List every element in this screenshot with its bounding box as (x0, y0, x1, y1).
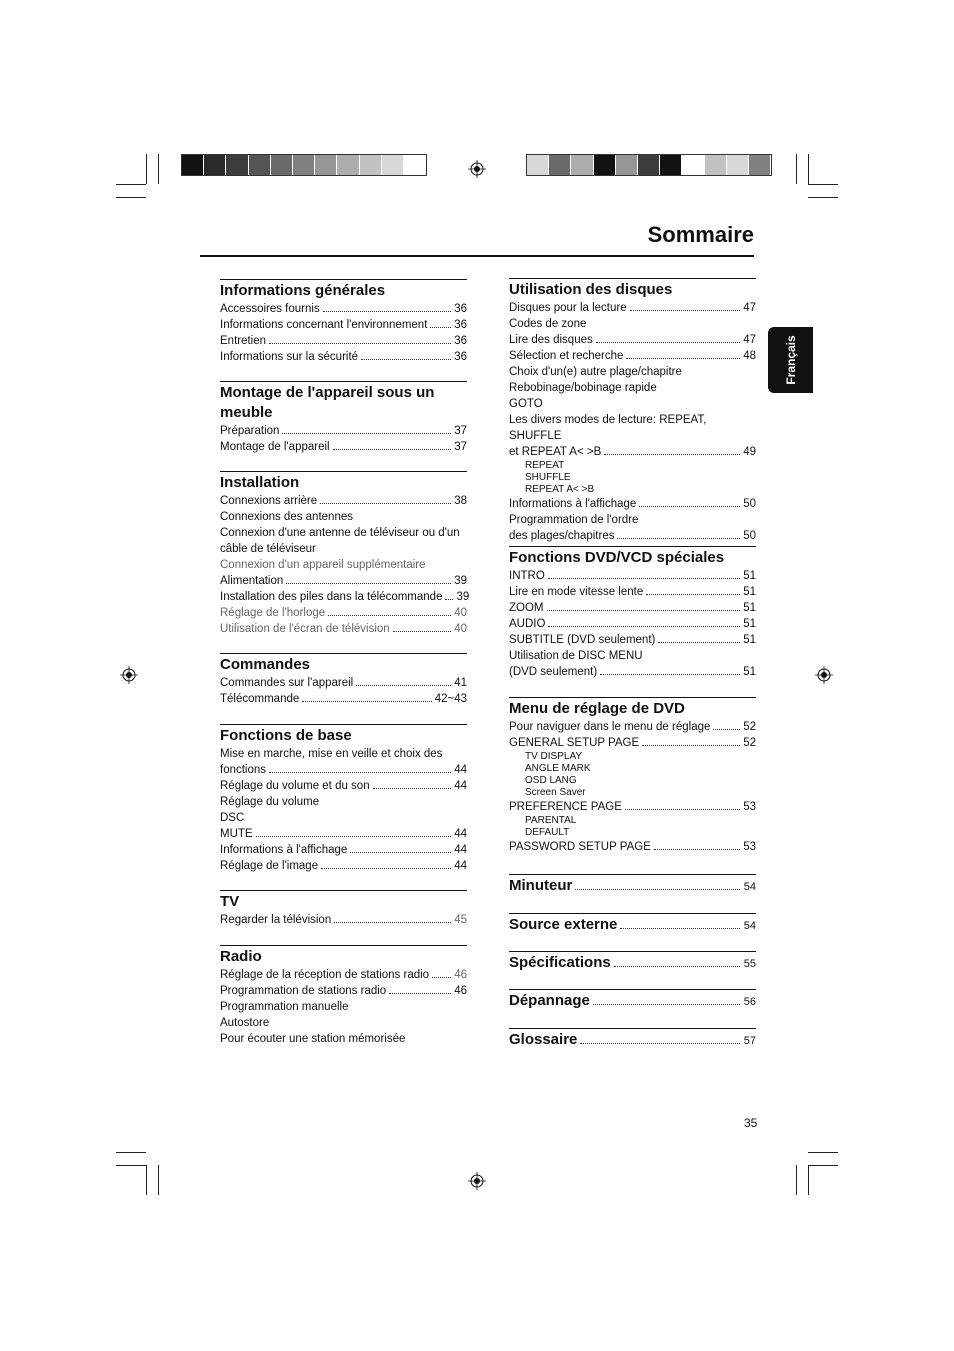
toc-entry (509, 332, 756, 348)
page-ref: 50 (743, 498, 756, 510)
page-ref: 36 (454, 335, 467, 347)
entry-text: Informations à l'affichage (509, 498, 637, 510)
toc-entry (220, 842, 467, 858)
color-swatch (360, 155, 382, 175)
entry-text: SHUFFLE (525, 472, 571, 483)
entry-text: INTRO (509, 570, 545, 582)
color-swatch (682, 155, 704, 175)
color-swatch (660, 155, 682, 175)
entry-text: Mise en marche, mise en veille et choix des (220, 748, 443, 760)
leader-dots (617, 538, 740, 539)
page-ref: 44 (454, 764, 467, 776)
page-ref: 53 (743, 841, 756, 853)
toc-entry (220, 691, 467, 707)
entry-text: Installation des piles dans la télécommande (220, 591, 443, 603)
page-ref: 42~43 (434, 693, 467, 705)
page-ref: 36 (454, 319, 467, 331)
entry-text: PASSWORD SETUP PAGE (509, 841, 651, 853)
entry-text: OSD LANG (525, 775, 577, 786)
leader-dots (282, 433, 451, 434)
page-title: Sommaire (647, 222, 754, 247)
color-swatch (638, 155, 660, 175)
leader-dots (389, 993, 451, 994)
toc-entry (220, 557, 467, 573)
toc-entry (220, 746, 467, 762)
entry-text: Télécommande (220, 693, 300, 705)
entry-text: (DVD seulement) (509, 666, 598, 678)
toc-entry (220, 810, 467, 826)
section-informations-generales (220, 279, 467, 365)
page-ref: 37 (454, 441, 467, 453)
toc-entry (509, 584, 756, 600)
leader-dots (626, 358, 740, 359)
leader-dots (373, 788, 452, 789)
toc-entry (509, 568, 756, 584)
entry-text: PARENTAL (525, 815, 577, 826)
color-swatch (594, 155, 616, 175)
entry-text: Screen Saver (525, 787, 586, 798)
toc-entry (509, 444, 756, 460)
entry-text: GENERAL SETUP PAGE (509, 737, 640, 749)
toc-subentry (509, 763, 756, 775)
page-ref: 38 (454, 495, 467, 507)
toc-entry (509, 632, 756, 648)
entry-text: Connexions des antennes (220, 511, 353, 523)
toc-entry (509, 348, 756, 364)
leader-dots (323, 311, 451, 312)
page-ref: 44 (454, 828, 467, 840)
page-ref: 41 (454, 677, 467, 689)
toc-entry (509, 528, 756, 544)
toc-subentry (509, 484, 756, 496)
color-swatch (249, 155, 271, 175)
color-bar-right (526, 154, 772, 176)
registration-mark-icon (815, 666, 833, 684)
color-swatch (271, 155, 293, 175)
section-utilisation-des-disques (509, 278, 756, 544)
leader-dots (356, 685, 451, 686)
toc-entry (220, 317, 467, 333)
toc-entry (509, 616, 756, 632)
toc-entry (220, 826, 467, 842)
entry-text: TV DISPLAY (525, 751, 583, 762)
toc-entry (220, 509, 467, 525)
color-swatch (527, 155, 549, 175)
entry-text: REPEAT (525, 460, 565, 471)
leader-dots (269, 343, 451, 344)
entry-text: Réglage du volume et du son (220, 780, 370, 792)
section-commandes (220, 653, 467, 707)
entry-text: des plages/chapitres (509, 530, 615, 542)
color-swatch (293, 155, 315, 175)
entry-text: DEFAULT (525, 827, 570, 838)
toc-entry (509, 735, 756, 751)
entry-text: Pour naviguer dans le menu de réglage (509, 721, 711, 733)
toc-entry (220, 762, 467, 778)
page-ref: 40 (454, 623, 467, 635)
toc-entry (220, 525, 467, 557)
entry-text: Pour écouter une station mémorisée (220, 1033, 406, 1045)
section-specifications (509, 951, 756, 974)
entry-text: PREFERENCE PAGE (509, 801, 622, 813)
page-ref: 50 (743, 530, 756, 542)
leader-dots (646, 594, 740, 595)
section-heading: Installation (220, 474, 300, 491)
page-ref: 51 (743, 586, 756, 598)
leader-dots (302, 701, 431, 702)
entry-text: Programmation de stations radio (220, 985, 387, 997)
entry-text: GOTO (509, 398, 543, 410)
leader-dots (642, 745, 740, 746)
section-heading: Dépannage (509, 992, 590, 1009)
toc-subentry (509, 787, 756, 799)
page-ref: 56 (743, 996, 756, 1008)
page-ref: 44 (454, 844, 467, 856)
section-heading: Spécifications (509, 954, 611, 971)
toc-entry (220, 967, 467, 983)
leader-dots (320, 503, 451, 504)
section-heading: Fonctions DVD/VCD spéciales (509, 549, 725, 566)
toc-subentry (509, 775, 756, 787)
leader-dots (334, 922, 451, 923)
toc-entry (220, 333, 467, 349)
section-montage (220, 381, 467, 455)
leader-dots (547, 610, 741, 611)
entry-text: Programmation de l'ordre (509, 514, 639, 526)
toc-entry (220, 621, 467, 637)
leader-dots (658, 642, 740, 643)
section-tv (220, 890, 467, 928)
page-ref: 51 (743, 602, 756, 614)
entry-text: Réglage de l'image (220, 860, 319, 872)
leader-dots (548, 578, 740, 579)
page-number: 35 (744, 1116, 758, 1130)
leader-dots (604, 454, 740, 455)
color-swatch (616, 155, 638, 175)
entry-text: Lire en mode vitesse lente (509, 586, 644, 598)
toc-subentry (509, 472, 756, 484)
toc-entry (509, 719, 756, 735)
section-depannage (509, 989, 756, 1012)
page-ref: 36 (454, 351, 467, 363)
toc-entry (509, 648, 756, 664)
entry-text: fonctions (220, 764, 267, 776)
color-swatch (204, 155, 226, 175)
leader-dots (350, 852, 451, 853)
page-ref: 40 (454, 607, 467, 619)
page-ref: 52 (743, 721, 756, 733)
language-tab-label: Français (783, 335, 798, 385)
color-swatch (727, 155, 749, 175)
toc-entry (509, 799, 756, 815)
color-swatch (571, 155, 593, 175)
entry-text: Lire des disques (509, 334, 593, 346)
language-tab (768, 327, 813, 393)
entry-text: et REPEAT A< >B (509, 446, 602, 458)
toc-entry (220, 301, 467, 317)
entry-text: Informations concernant l'environnement (220, 319, 428, 331)
leader-dots (328, 615, 451, 616)
toc-subentry (509, 827, 756, 839)
entry-text: Regarder la télévision (220, 914, 332, 926)
title-rule (200, 255, 754, 257)
entry-text: Réglage de la réception de stations radio (220, 969, 430, 981)
section-heading: Glossaire (509, 1031, 578, 1048)
entry-text: Choix d'un(e) autre plage/chapitre (509, 366, 682, 378)
entry-text: Codes de zone (509, 318, 587, 330)
page-ref: 51 (743, 618, 756, 630)
entry-text: Sélection et recherche (509, 350, 624, 362)
toc-entry (220, 999, 467, 1015)
page-ref: 51 (743, 666, 756, 678)
toc-entry (509, 839, 756, 855)
leader-dots (361, 359, 451, 360)
section-glossaire (509, 1028, 756, 1051)
leader-dots (256, 836, 452, 837)
section-heading: Fonctions de base (220, 727, 352, 744)
entry-text: Commandes sur l'appareil (220, 677, 354, 689)
toc-entry (509, 412, 756, 444)
color-bar-left (181, 154, 427, 176)
leader-dots (445, 599, 453, 600)
section-heading: Commandes (220, 656, 311, 673)
entry-text: Montage de l'appareil (220, 441, 330, 453)
leader-dots (630, 310, 741, 311)
toc-entry (220, 493, 467, 509)
toc-entry (509, 316, 756, 332)
entry-text: ANGLE MARK (525, 763, 591, 774)
page-ref: 49 (743, 446, 756, 458)
toc-entry (509, 300, 756, 316)
toc-entry (509, 496, 756, 512)
page-ref: 45 (454, 914, 467, 926)
entry-text: Utilisation de DISC MENU (509, 650, 643, 662)
page-ref: 48 (743, 350, 756, 362)
page-ref: 52 (743, 737, 756, 749)
toc-entry (509, 380, 756, 396)
page-ref: 54 (743, 881, 756, 893)
toc-subentry (509, 460, 756, 472)
section-heading: Source externe (509, 916, 618, 933)
entry-text: MUTE (220, 828, 253, 840)
section-heading: Utilisation des disques (509, 281, 673, 298)
page-ref: 51 (743, 634, 756, 646)
color-swatch (315, 155, 337, 175)
entry-text: Réglage de l'horloge (220, 607, 326, 619)
entry-text: AUDIO (509, 618, 546, 630)
page-ref: 39 (454, 575, 467, 587)
color-swatch (705, 155, 727, 175)
section-fonctions-de-base (220, 724, 467, 874)
leader-dots (600, 674, 740, 675)
toc-subentry (509, 751, 756, 763)
section-minuteur (509, 874, 756, 897)
entry-text: Rebobinage/bobinage rapide (509, 382, 657, 394)
section-source-externe (509, 913, 756, 936)
entry-text: Disques pour la lecture (509, 302, 627, 314)
page-ref: 44 (454, 780, 467, 792)
page-ref: 44 (454, 860, 467, 872)
toc-entry (220, 349, 467, 365)
entry-text: Connexion d'une antenne de téléviseur ou d'un câble de téléviseur (220, 527, 460, 555)
leader-dots (625, 809, 740, 810)
entry-text: Connexions arrière (220, 495, 318, 507)
registration-mark-icon (468, 1172, 486, 1190)
leader-dots (393, 631, 452, 632)
section-heading: Radio (220, 948, 262, 965)
toc-entry (220, 912, 467, 928)
toc-entry (220, 605, 467, 621)
entry-text: SUBTITLE (DVD seulement) (509, 634, 656, 646)
toc-entry (220, 794, 467, 810)
page-ref: 36 (454, 303, 467, 315)
section-heading: Minuteur (509, 877, 573, 894)
leader-dots (432, 977, 451, 978)
leader-dots (654, 849, 740, 850)
page-ref: 47 (743, 334, 756, 346)
leader-dots (321, 868, 451, 869)
section-radio (220, 945, 467, 1047)
section-heading: Informations générales (220, 282, 386, 299)
registration-mark-icon (468, 160, 486, 178)
page-ref: 55 (743, 958, 756, 970)
section-heading: TV (220, 893, 240, 910)
leader-dots (548, 626, 740, 627)
toc-entry (220, 983, 467, 999)
toc-entry (220, 858, 467, 874)
toc-entry (220, 778, 467, 794)
toc-entry (220, 1015, 467, 1031)
color-swatch (382, 155, 404, 175)
toc-entry (509, 396, 756, 412)
color-swatch (749, 155, 771, 175)
toc-entry (509, 664, 756, 680)
page-ref: 51 (743, 570, 756, 582)
color-swatch (182, 155, 204, 175)
toc-entry (509, 600, 756, 616)
toc-entry (509, 364, 756, 380)
entry-text: Connexion d'un appareil supplémentaire (220, 559, 426, 571)
entry-text: Autostore (220, 1017, 270, 1029)
leader-dots (713, 729, 740, 730)
toc-entry (509, 512, 756, 528)
entry-text: Informations à l'affichage (220, 844, 348, 856)
page-ref: 57 (743, 1035, 756, 1047)
toc-entry (220, 439, 467, 455)
entry-text: Programmation manuelle (220, 1001, 349, 1013)
page-ref: 39 (456, 591, 470, 603)
entry-text: Alimentation (220, 575, 284, 587)
toc-entry (220, 423, 467, 439)
leader-dots (596, 342, 740, 343)
page-ref: 53 (743, 801, 756, 813)
leader-dots (286, 583, 451, 584)
leader-dots (639, 506, 740, 507)
leader-dots (430, 327, 451, 328)
section-heading: Menu de réglage de DVD (509, 700, 685, 717)
page-ref: 46 (454, 969, 467, 981)
entry-text: ZOOM (509, 602, 544, 614)
section-fonctions-dvd-vcd (509, 546, 756, 680)
page-ref: 37 (454, 425, 467, 437)
leader-dots (333, 449, 452, 450)
leader-dots (269, 772, 451, 773)
entry-text: Entretien (220, 335, 267, 347)
section-installation (220, 471, 470, 637)
section-heading: Montage de l'appareil sous un meuble (220, 384, 435, 421)
page-ref: 46 (454, 985, 467, 997)
color-swatch (226, 155, 248, 175)
color-swatch (337, 155, 359, 175)
toc-entry (220, 675, 467, 691)
entry-text: Réglage du volume (220, 796, 320, 808)
entry-text: Accessoires fournis (220, 303, 320, 315)
section-menu-reglage-dvd (509, 697, 756, 855)
entry-text: Utilisation de l'écran de télévision (220, 623, 390, 635)
entry-text: Informations sur la sécurité (220, 351, 359, 363)
entry-text: Préparation (220, 425, 280, 437)
toc-subentry (509, 815, 756, 827)
entry-text: DSC (220, 812, 245, 824)
toc-entry (220, 573, 467, 589)
toc-entry (220, 589, 470, 605)
color-swatch (549, 155, 571, 175)
page-ref: 47 (743, 302, 756, 314)
entry-text: REPEAT A< >B (525, 484, 595, 495)
color-swatch (404, 155, 426, 175)
registration-mark-icon (120, 666, 138, 684)
entry-text: Les divers modes de lecture: REPEAT, SHUFFLE (509, 414, 707, 442)
page-ref: 54 (743, 920, 756, 932)
toc-entry (220, 1031, 467, 1047)
